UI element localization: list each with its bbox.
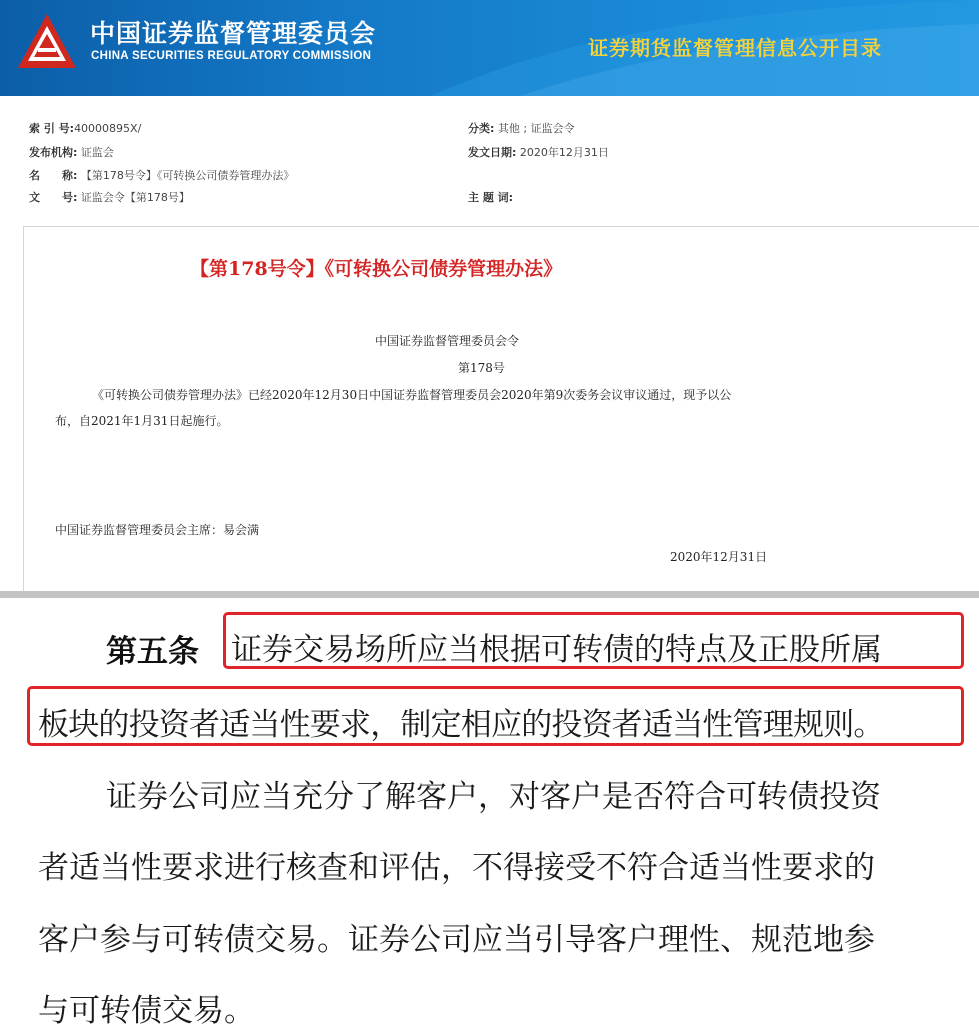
- meta-name-label: 名 称:: [29, 169, 78, 182]
- meta-index-label: 索 引 号:: [29, 122, 75, 135]
- meta-date: [468, 144, 609, 160]
- meta-doc-no-label: 文 号:: [29, 191, 78, 204]
- meta-subject-label: 主 题 词:: [468, 191, 514, 204]
- meta-publisher-value: 证监会: [80, 146, 114, 159]
- document-signature: 中国证券监督管理委员会主席：易会满: [55, 523, 260, 537]
- issuer-order: 中国证券监督管理委员会令: [375, 334, 520, 348]
- article-line-6: 与可转债交易。: [38, 993, 255, 1029]
- article-line-4: 者适当性要求进行核查和评估，不得接受不符合适当性要求的: [38, 850, 875, 886]
- org-name-en: CHINA SECURITIES REGULATORY COMMISSION: [91, 50, 372, 62]
- meta-subject: [468, 189, 513, 205]
- document-title: 【第178号令】《可转换公司债券管理办法》: [190, 258, 563, 280]
- meta-category: [468, 120, 575, 136]
- article-line-1: 证券交易场所应当根据可转债的特点及正股所属: [231, 632, 882, 668]
- document-body-line-1: 《可转换公司债券管理办法》已经2020年12月30日中国证券监督管理委员会2020年第9次委务会议审议通过，现予以公: [92, 388, 732, 402]
- meta-category-value: 其他 ; 证监会令: [497, 122, 575, 135]
- meta-name-value[interactable]: 【第178号令】《可转换公司债券管理办法》: [80, 169, 295, 182]
- meta-date-label: 发文日期:: [468, 146, 517, 159]
- meta-category-label: 分类:: [468, 122, 495, 135]
- header-banner: [0, 0, 979, 96]
- article-heading: 第五条: [106, 634, 199, 670]
- meta-date-value: 2020年12月31日: [519, 146, 609, 159]
- meta-name: [29, 167, 294, 183]
- document-body-line-2: 布，自2021年1月31日起施行。: [55, 414, 229, 428]
- metadata-section: [0, 96, 979, 216]
- order-number: 第178号: [458, 361, 505, 375]
- meta-publisher: [29, 144, 114, 160]
- article-line-3: 证券公司应当充分了解客户，对客户是否符合可转债投资: [106, 779, 881, 815]
- catalog-title[interactable]: 证券期货监督管理信息公开目录: [588, 36, 882, 60]
- meta-index-value: 40000895X/: [74, 122, 142, 135]
- org-name-cn: 中国证券监督管理委员会: [90, 19, 377, 48]
- section-divider: [0, 591, 979, 598]
- article-line-5: 客户参与可转债交易。证券公司应当引导客户理性、规范地参: [38, 922, 875, 958]
- article-line-2: 板块的投资者适当性要求，制定相应的投资者适当性管理规则。: [38, 707, 884, 743]
- meta-publisher-label: 发布机构:: [29, 146, 78, 159]
- meta-doc-no-value: 证监会令【第178号】: [80, 191, 190, 204]
- document-date: 2020年12月31日: [670, 550, 768, 564]
- csrc-logo-icon: [16, 12, 78, 74]
- meta-doc-no: [29, 189, 190, 205]
- meta-index: [29, 120, 141, 136]
